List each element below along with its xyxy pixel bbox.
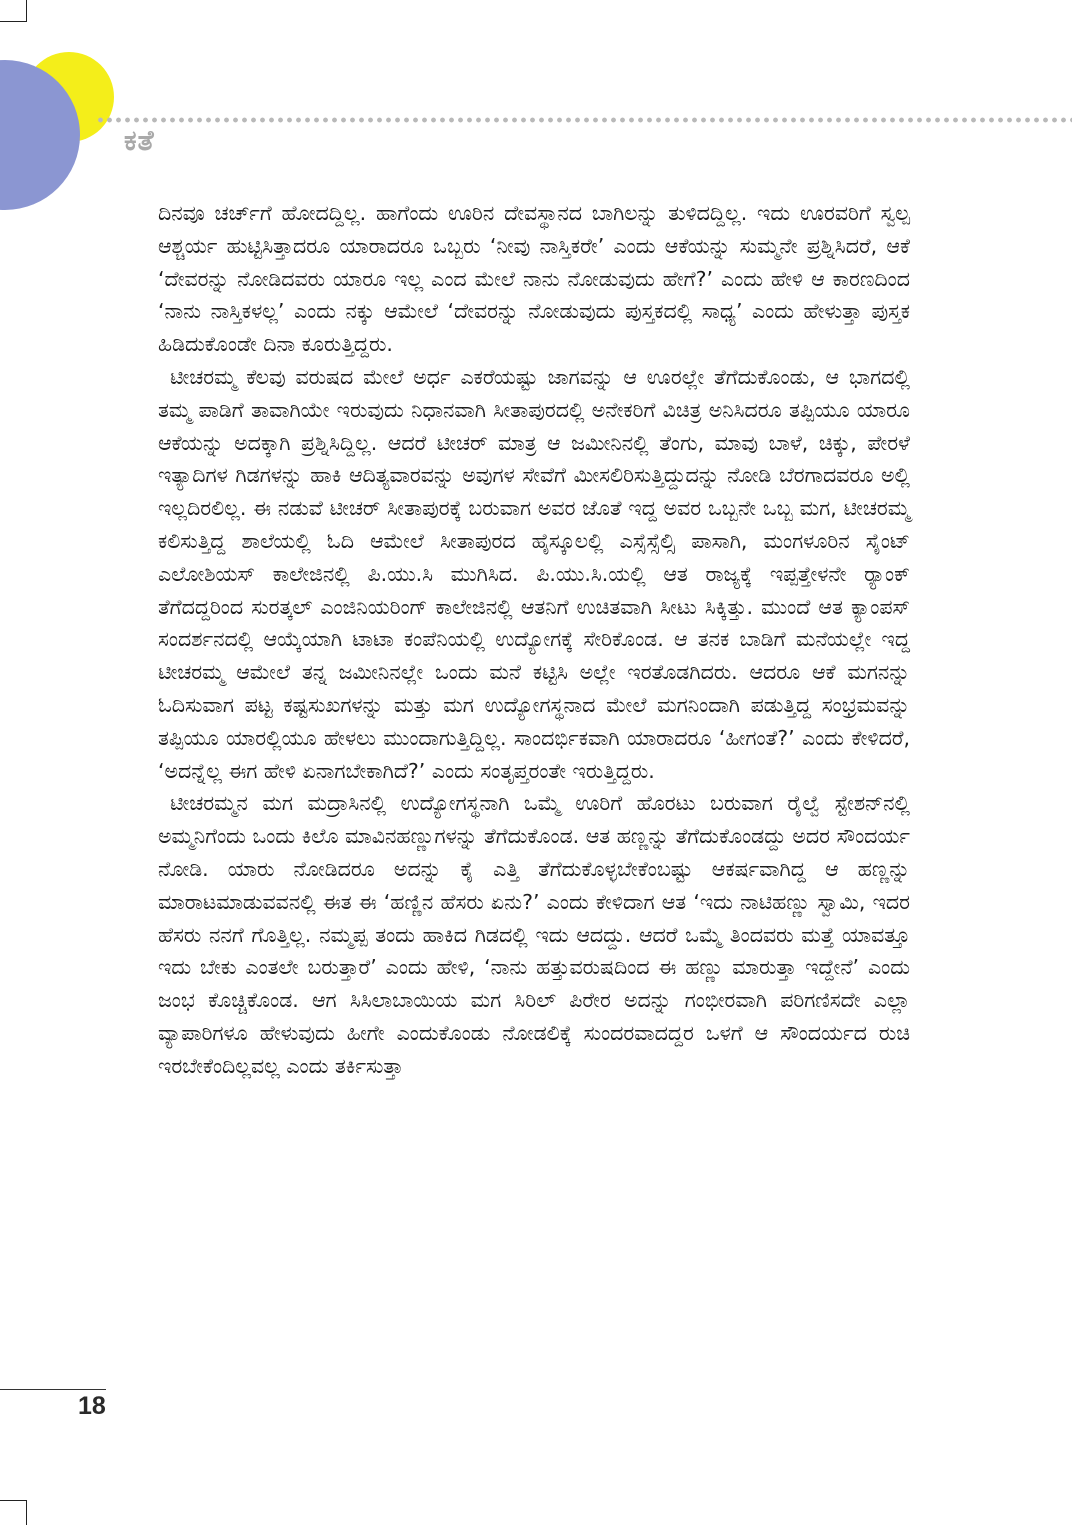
crop-mark-top-left-horizontal xyxy=(0,21,26,22)
article-body xyxy=(158,197,910,1083)
crop-mark-bottom-left-vertical xyxy=(26,1500,27,1525)
crop-mark-bottom-left-horizontal xyxy=(0,1500,26,1501)
footer-rule xyxy=(0,1389,106,1390)
paragraph-1: ದಿನವೂ ಚರ್ಚ್‌ಗೆ ಹೋದದ್ದಿಲ್ಲ. ಹಾಗೆಂದು ಊರಿನ ದೇವಸ್ಥಾನದ ಬಾಗಿಲನ್ನು ತುಳಿದದ್ದಿಲ್ಲ. ಇದು ಊರವರಿಗೆ ಸ್ವಲ್ಪ ಆಶ್ಚರ್ಯ ಹುಟ್ಟಿಸಿತ್ತಾದರೂ ಯಾರಾದರೂ ಒಬ್ಬರು ‘ನೀವು ನಾಸ್ತಿಕರೇ’ ಎಂದು ಆಕೆಯನ್ನು ಸುಮ್ಮನೇ ಪ್ರಶ್ನಿಸಿದರೆ, ಆಕೆ ‘ದೇವರನ್ನು ನೋಡಿದವರು ಯಾರೂ ಇಲ್ಲ ಎಂದ ಮೇಲೆ ನಾನು ನೋಡುವುದು ಹೇಗೆ?’ ಎಂದು ಹೇಳಿ ಆ ಕಾರಣದಿಂದ ‘ನಾನು ನಾಸ್ತಿಕಳಲ್ಲ’ ಎಂದು ನಕ್ಕು ಆಮೇಲೆ ‘ದೇವರನ್ನು ನೋಡುವುದು ಪುಸ್ತಕದಲ್ಲಿ ಸಾಧ್ಯ’ ಎಂದು ಹೇಳುತ್ತಾ ಪುಸ್ತಕ ಹಿಡಿದುಕೊಂಡೇ ದಿನಾ ಕೂರುತ್ತಿದ್ದರು. xyxy=(158,201,910,357)
section-label: ಕತೆ xyxy=(124,124,155,157)
dotted-header-rule xyxy=(96,117,1072,123)
crop-mark-top-left-vertical xyxy=(26,0,27,22)
paragraph-2: ಟೀಚರಮ್ಮ ಕೆಲವು ವರುಷದ ಮೇಲೆ ಅರ್ಧ ಎಕರೆಯಷ್ಟು ಜಾಗವನ್ನು ಆ ಊರಲ್ಲೇ ತೆಗೆದುಕೊಂಡು, ಆ ಭಾಗದಲ್ಲಿ ತಮ್ಮ ಪಾಡಿಗೆ ತಾವಾಗಿಯೇ ಇರುವುದು ನಿಧಾನವಾಗಿ ಸೀತಾಪುರದಲ್ಲಿ ಅನೇಕರಿಗೆ ವಿಚಿತ್ರ ಅನಿಸಿದರೂ ತಪ್ಪಿಯೂ ಯಾರೂ ಆಕೆಯನ್ನು ಅದಕ್ಕಾಗಿ ಪ್ರಶ್ನಿಸಿದ್ದಿಲ್ಲ. ಆದರೆ ಟೀಚರ್ ಮಾತ್ರ ಆ ಜಮೀನಿನಲ್ಲಿ ತೆಂಗು, ಮಾವು ಬಾಳೆ, ಚಿಕ್ಕು, ಪೇರಳೆ ಇತ್ಯಾದಿಗಳ ಗಿಡಗಳನ್ನು ಹಾಕಿ ಆದಿತ್ಯವಾರವನ್ನು ಅವುಗಳ ಸೇವೆಗೆ ಮೀಸಲಿರಿಸುತ್ತಿದ್ದುದನ್ನು ನೋಡಿ ಬೆರಗಾದವರೂ ಅಲ್ಲಿ ಇಲ್ಲದಿರಲಿಲ್ಲ. ಈ ನಡುವೆ ಟೀಚರ್ ಸೀತಾಪುರಕ್ಕೆ ಬರುವಾಗ ಅವರ ಜೊತೆ ಇದ್ದ ಅವರ ಒಬ್ಬನೇ ಒಬ್ಬ ಮಗ, ಟೀಚರಮ್ಮ ಕಲಿಸುತ್ತಿದ್ದ ಶಾಲೆಯಲ್ಲಿ ಓದಿ ಆಮೇಲೆ ಸೀತಾಪುರದ ಹೈಸ್ಕೂಲಲ್ಲಿ ಎಸ್ಸೆಸ್ಸೆಲ್ಸಿ ಪಾಸಾಗಿ, ಮಂಗಳೂರಿನ ಸೈಂಟ್ ಎಲೋಶಿಯಸ್ ಕಾಲೇಜಿನಲ್ಲಿ ಪಿ.ಯು.ಸಿ ಮುಗಿಸಿದ. ಪಿ.ಯು.ಸಿ.ಯಲ್ಲಿ ಆತ ರಾಜ್ಯಕ್ಕೆ ಇಪ್ಪತ್ತೇಳನೇ ರ‍್ಯಾಂಕ್ ತೆಗೆದದ್ದರಿಂದ ಸುರತ್ಕಲ್ ಎಂಜಿನಿಯರಿಂಗ್ ಕಾಲೇಜಿನಲ್ಲಿ ಆತನಿಗೆ ಉಚಿತವಾಗಿ ಸೀಟು ಸಿಕ್ಕಿತ್ತು. ಮುಂದೆ ಆತ ಕ್ಯಾಂಪಸ್ ಸಂದರ್ಶನದಲ್ಲಿ ಆಯ್ಕೆಯಾಗಿ ಟಾಟಾ ಕಂಪೆನಿಯಲ್ಲಿ ಉದ್ಯೋಗಕ್ಕೆ ಸೇರಿಕೊಂಡ. ಆ ತನಕ ಬಾಡಿಗೆ ಮನೆಯಲ್ಲೇ ಇದ್ದ ಟೀಚರಮ್ಮ ಆಮೇಲೆ ತನ್ನ ಜಮೀನಿನಲ್ಲೇ ಒಂದು ಮನೆ ಕಟ್ಟಿಸಿ ಅಲ್ಲೇ ಇರತೊಡಗಿದರು. ಆದರೂ ಆಕೆ ಮಗನನ್ನು ಓದಿಸುವಾಗ ಪಟ್ಟ ಕಷ್ಟಸುಖಗಳನ್ನು ಮತ್ತು ಮಗ ಉದ್ಯೋಗಸ್ಥನಾದ ಮೇಲೆ ಮಗನಿಂದಾಗಿ ಪಡುತ್ತಿದ್ದ ಸಂಭ್ರಮವನ್ನು ತಪ್ಪಿಯೂ ಯಾರಲ್ಲಿಯೂ ಹೇಳಲು ಮುಂದಾಗುತ್ತಿದ್ದಿಲ್ಲ. ಸಾಂದರ್ಭಿಕವಾಗಿ ಯಾರಾದರೂ ‘ಹೀಗಂತೆ?’ ಎಂದು ಕೇಳಿದರೆ, ‘ಅದನ್ನೆಲ್ಲ ಈಗ ಹೇಳಿ ಏನಾಗಬೇಕಾಗಿದೆ?’ ಎಂದು ಸಂತೃಪ್ತರಂತೇ ಇರುತ್ತಿದ್ದರು. xyxy=(158,364,910,783)
page-number: 18 xyxy=(78,1392,106,1420)
paragraph-3: ಟೀಚರಮ್ಮನ ಮಗ ಮದ್ರಾಸಿನಲ್ಲಿ ಉದ್ಯೋಗಸ್ಥನಾಗಿ ಒಮ್ಮೆ ಊರಿಗೆ ಹೊರಟು ಬರುವಾಗ ರೈಲ್ವೆ ಸ್ಟೇಶನ್‌ನಲ್ಲಿ ಅಮ್ಮನಿಗೆಂದು ಒಂದು ಕಿಲೊ ಮಾವಿನಹಣ್ಣುಗಳನ್ನು ತೆಗೆದುಕೊಂಡ. ಆತ ಹಣ್ಣನ್ನು ತೆಗೆದುಕೊಂಡದ್ದು ಅದರ ಸೌಂದರ್ಯ ನೋಡಿ. ಯಾರು ನೋಡಿದರೂ ಅದನ್ನು ಕೈ ಎತ್ತಿ ತೆಗೆದುಕೊಳ್ಳಬೇಕೆಂಬಷ್ಟು ಆಕರ್ಷವಾಗಿದ್ದ ಆ ಹಣ್ಣನ್ನು ಮಾರಾಟಮಾಡುವವನಲ್ಲಿ ಈತ ಈ ‘ಹಣ್ಣಿನ ಹೆಸರು ಏನು?’ ಎಂದು ಕೇಳಿದಾಗ ಆತ ‘ಇದು ನಾಟಿಹಣ್ಣು ಸ್ವಾಮಿ, ಇದರ ಹೆಸರು ನನಗೆ ಗೊತ್ತಿಲ್ಲ. ನಮ್ಮಪ್ಪ ತಂದು ಹಾಕಿದ ಗಿಡದಲ್ಲಿ ಇದು ಆದದ್ದು. ಆದರೆ ಒಮ್ಮೆ ತಿಂದವರು ಮತ್ತೆ ಯಾವತ್ತೂ ಇದು ಬೇಕು ಎಂತಲೇ ಬರುತ್ತಾರೆ’ ಎಂದು ಹೇಳಿ, ‘ನಾನು ಹತ್ತುವರುಷದಿಂದ ಈ ಹಣ್ಣು ಮಾರುತ್ತಾ ಇದ್ದೇನೆ’ ಎಂದು ಜಂಭ ಕೊಚ್ಚಿಕೊಂಡ. ಆಗ ಸಿಸಿಲಾಬಾಯಿಯ ಮಗ ಸಿರಿಲ್ ಪಿರೇರ ಅದನ್ನು ಗಂಭೀರವಾಗಿ ಪರಿಗಣಿಸದೇ ಎಲ್ಲಾ ವ್ಯಾಪಾರಿಗಳೂ ಹೇಳುವುದು ಹೀಗೇ ಎಂದುಕೊಂಡು ನೋಡಲಿಕ್ಕೆ ಸುಂದರವಾದದ್ದರ ಒಳಗೆ ಆ ಸೌಂದರ್ಯದ ರುಚಿ ಇರಬೇಕೆಂದಿಲ್ಲವಲ್ಲ ಎಂದು ತರ್ಕಿಸುತ್ತಾ xyxy=(158,791,910,1078)
